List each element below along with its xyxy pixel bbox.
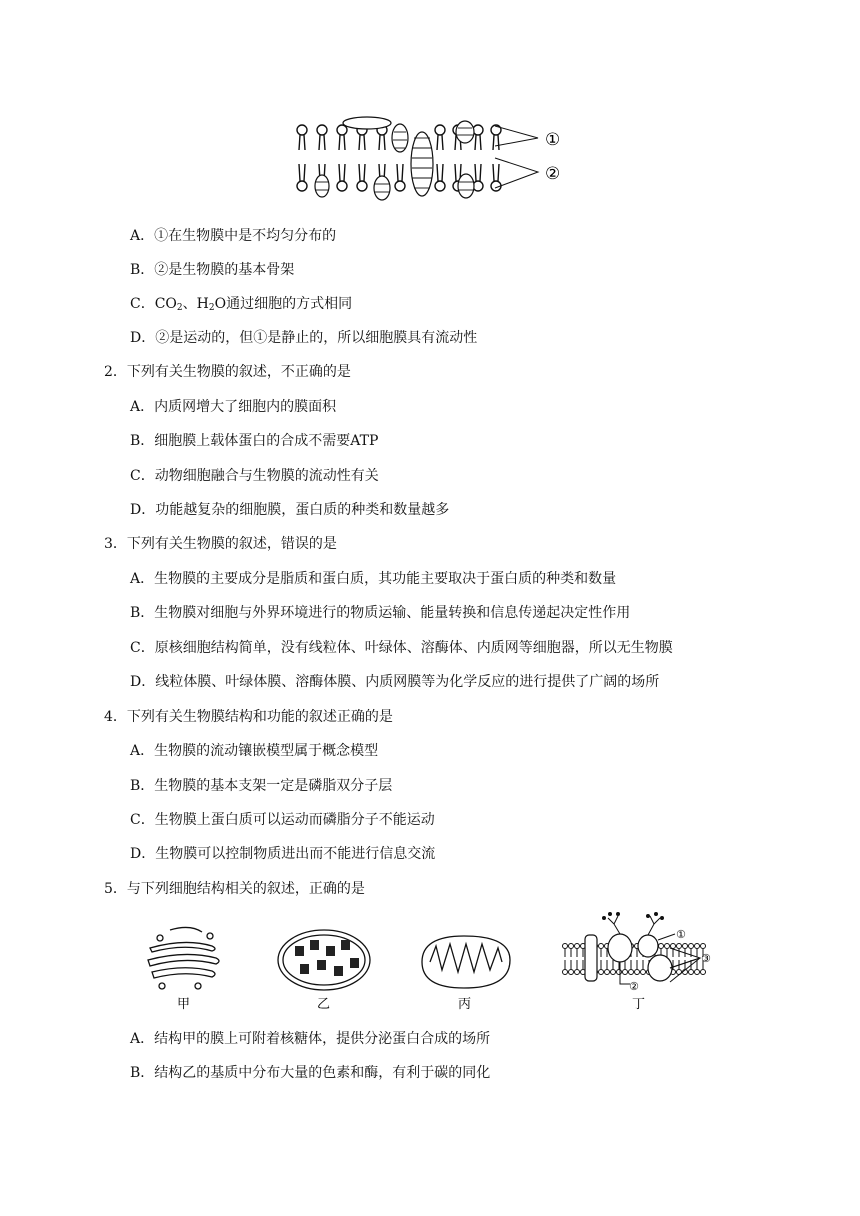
q3-option-b: B．生物膜对细胞与外界环境进行的物质运输、能量转换和信息传递起决定性作用 xyxy=(130,605,631,621)
q5-stem: 5．与下列细胞结构相关的叙述，正确的是 xyxy=(104,881,365,897)
figure-label-ding: 丁 xyxy=(632,997,646,1012)
q2-option-d: D．功能越复杂的细胞膜，蛋白质的种类和数量越多 xyxy=(130,502,450,518)
q4-option-b: B．生物膜的基本支架一定是磷脂双分子层 xyxy=(130,778,393,794)
q2-option-c: C．动物细胞融合与生物膜的流动性有关 xyxy=(130,468,379,484)
q5-option-b: B．结构乙的基质中分布大量的色素和酶，有利于碳的同化 xyxy=(130,1065,491,1081)
q4-option-c: C．生物膜上蛋白质可以运动而磷脂分子不能运动 xyxy=(130,812,435,828)
grana xyxy=(295,940,359,976)
q1-option-a: A．①在生物膜中是不均匀分布的 xyxy=(130,228,337,244)
q2-option-a: A．内质网增大了细胞内的膜面积 xyxy=(130,399,337,415)
q4-option-a: A．生物膜的流动镶嵌模型属于概念模型 xyxy=(130,743,379,759)
q1-option-b: B．②是生物膜的基本骨架 xyxy=(130,262,295,278)
figure-label-jia: 甲 xyxy=(177,997,191,1012)
figure-mark-1: ① xyxy=(676,928,686,941)
figure-label-yi: 乙 xyxy=(317,997,331,1012)
q4-option-d: D．生物膜可以控制物质进出而不能进行信息交流 xyxy=(130,846,436,862)
q2-stem: 2．下列有关生物膜的叙述，不正确的是 xyxy=(104,364,351,380)
q4-stem: 4．下列有关生物膜结构和功能的叙述正确的是 xyxy=(104,709,393,725)
q3-option-d: D．线粒体膜、叶绿体膜、溶酶体膜、内质网膜等为化学反应的进行提供了广阔的场所 xyxy=(130,674,660,690)
organelles-diagram xyxy=(140,910,720,1015)
figure-label-bing: 丙 xyxy=(458,997,472,1012)
mitochondrion-figure xyxy=(422,936,510,988)
label-1: ① xyxy=(545,130,561,150)
q3-option-a: A．生物膜的主要成分是脂质和蛋白质，其功能主要取决于蛋白质的种类和数量 xyxy=(130,571,617,587)
q2-option-b: B．细胞膜上载体蛋白的合成不需要ATP xyxy=(130,433,379,449)
q3-stem: 3．下列有关生物膜的叙述，错误的是 xyxy=(104,536,337,552)
q5-option-a: A．结构甲的膜上可附着核糖体，提供分泌蛋白合成的场所 xyxy=(130,1031,491,1047)
q3-option-c: C．原核细胞结构简单，没有线粒体、叶绿体、溶酶体、内质网等细胞器，所以无生物膜 xyxy=(130,640,673,656)
q1-option-c: C．$CO_2$、$H_2O$通过细胞的方式相同 xyxy=(130,296,353,313)
membrane-diagram xyxy=(290,108,580,208)
figure-mark-2: ② xyxy=(629,980,639,993)
q1-option-d: D．②是运动的，但①是静止的，所以细胞膜具有流动性 xyxy=(130,330,478,346)
golgi-figure xyxy=(148,927,219,989)
figure-mark-3: ③ xyxy=(701,952,711,965)
label-2: ② xyxy=(545,164,561,184)
